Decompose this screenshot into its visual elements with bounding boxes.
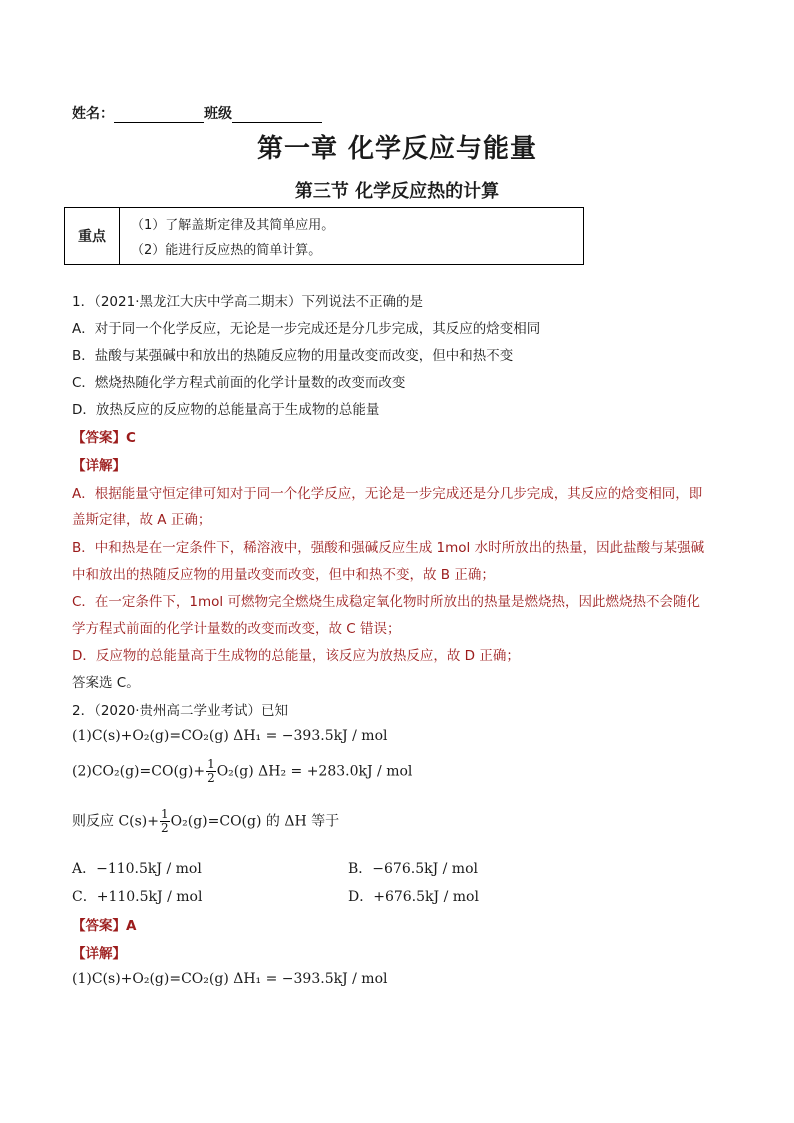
- q2-answer: 【答案】A: [72, 918, 137, 934]
- q1-conclusion: 答案选 C。: [72, 675, 140, 691]
- q2-detail-label: 【详解】: [72, 946, 126, 962]
- key-point-item: （1）了解盖斯定律及其简单应用。: [131, 218, 335, 233]
- q2-option-c: C．+110.5kJ / mol: [72, 889, 203, 905]
- key-point-item: （2）能进行反应热的简单计算。: [131, 243, 322, 258]
- name-blank[interactable]: [114, 108, 204, 123]
- fraction-half: $\frac{1}{2}$: [161, 807, 169, 835]
- q1-detail-line: A．根据能量守恒定律可知对于同一个化学反应，无论是一步完成还是分几步完成，其反应的焓变相同，即: [72, 486, 703, 502]
- ask-right: O₂(g)=CO(g) 的 ΔH 等于: [170, 813, 340, 830]
- q1-detail-line: 学方程式前面的化学计量数的改变而改变，故 C 错误；: [72, 621, 401, 637]
- fraction-half: $\frac{1}{2}$: [207, 757, 215, 785]
- q2-option-b: B．−676.5kJ / mol: [348, 861, 478, 877]
- q2-option-d: D．+676.5kJ / mol: [348, 889, 479, 905]
- q1-detail-line: C．在一定条件下，1mol 可燃物完全燃烧生成稳定氧化物时所放出的热量是燃烧热，因此燃烧热不会随化: [72, 594, 700, 610]
- q1-option-a: A．对于同一个化学反应，无论是一步完成还是分几步完成，其反应的焓变相同: [72, 321, 541, 337]
- class-label: 班级: [204, 106, 232, 122]
- q1-option-c: C．燃烧热随化学方程式前面的化学计量数的改变而改变: [72, 375, 406, 391]
- eq2-left: (2)CO₂(g)=CO(g)+: [72, 763, 206, 780]
- q2-equation-1: (1)C(s)+O₂(g)=CO₂(g) ΔH₁ = −393.5kJ / mol: [72, 728, 388, 744]
- q1-detail-line: D．反应物的总能量高于生成物的总能量，该反应为放热反应，故 D 正确；: [72, 648, 520, 664]
- section-title: 第三节 化学反应热的计算: [294, 181, 500, 202]
- class-blank[interactable]: [232, 108, 322, 123]
- q2-detail-equation: (1)C(s)+O₂(g)=CO₂(g) ΔH₁ = −393.5kJ / mol: [72, 971, 388, 987]
- q2-question: [72, 808, 339, 835]
- q1-detail-line: B．中和热是在一定条件下，稀溶液中，强酸和强碱反应生成 1mol 水时所放出的热量，因此盐酸与某强碱: [72, 540, 705, 556]
- key-points-box: [64, 207, 584, 265]
- q2-equation-2: [72, 758, 412, 785]
- chapter-title: 第一章 化学反应与能量: [256, 134, 538, 164]
- name-class-row: [72, 103, 322, 123]
- eq2-right: O₂(g) ΔH₂ = +283.0kJ / mol: [216, 763, 413, 780]
- q1-option-b: B．盐酸与某强碱中和放出的热随反应物的用量改变而改变，但中和热不变: [72, 348, 514, 364]
- q1-detail-line: 盖斯定律，故 A 正确；: [72, 512, 212, 528]
- q1-detail-label: 【详解】: [72, 458, 126, 474]
- q2-stem: 2．（2020·贵州高二学业考试）已知: [72, 703, 288, 719]
- name-label: 姓名：: [72, 106, 114, 122]
- ask-left: 则反应 C(s)+: [72, 813, 160, 830]
- key-points-label: 重点: [65, 208, 120, 264]
- q1-stem: 1．（2021·黑龙江大庆中学高二期末）下列说法不正确的是: [72, 294, 423, 310]
- q2-option-a: A．−110.5kJ / mol: [72, 861, 202, 877]
- q1-detail-line: 中和放出的热随反应物的用量改变而改变，但中和热不变，故 B 正确；: [72, 567, 495, 583]
- q1-option-d: D．放热反应的反应物的总能量高于生成物的总能量: [72, 402, 380, 418]
- q1-answer: 【答案】C: [72, 430, 136, 446]
